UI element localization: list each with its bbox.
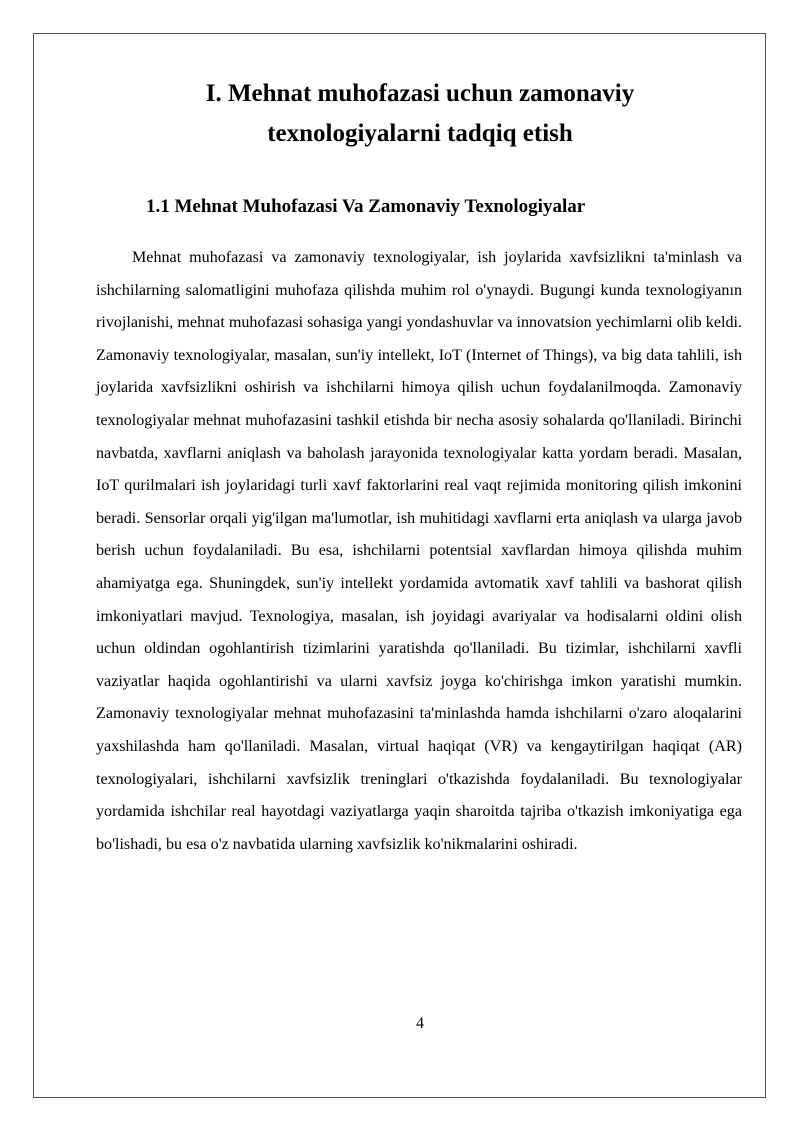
- page-number: 4: [416, 1015, 424, 1032]
- section-heading: 1.1 Mehnat Muhofazasi Va Zamonaviy Texnologiyalar: [146, 196, 586, 217]
- chapter-title-line-2: texnologiyalarni tadqiq etish: [267, 120, 573, 147]
- body-paragraph: Mehnat muhofazasi va zamonaviy texnologiyalar, ish joylarida xavfsizlikni ta'minlash va ishchilarning salomatligini muhofaza qilishda muhim rol o'ynaydi. Bugungi kunda texnologiyanın rivojlanishi, mehnat muhofazasi sohasiga yangi yondashuvlar va innovatsion yechimlarni olib keldi. Zamonaviy texnologiyalar, masalan, sun'iy intellekt, IoT (Internet of Things), va big data tahlili, ish joylarida xavfsizlikni oshirish va ishchilarni himoya qilish uchun foydalanilmoqda. Zamonaviy texnologiyalar mehnat muhofazasini tashkil etishda bir necha asosiy sohalarda qo'llaniladi. Birinchi navbatda, xavflarni aniqlash va baholash jarayonida texnologiyalar katta yordam beradi. Masalan, IoT qurilmalari ish joylaridagi turli xavf faktorlarini real vaqt rejimida monitoring qilish imkonini beradi. Sensorlar orqali yig'ilgan ma'lumotlar, ish muhitidagi xavflarni erta aniqlash va ularga javob berish uchun foydalaniladi. Bu esa, ishchilarni potentsial xavflardan himoya qilishda muhim ahamiyatga ega. Shuningdek, sun'iy intellekt yordamida avtomatik xavf tahlili va bashorat qilish imkoniyatlari mavjud. Texnologiya, masalan, ish joyidagi avariyalar va hodisalarni oldini olish uchun oldindan ogohlantirish tizimlarini yaratishda qo'llaniladi. Bu tizimlar, ishchilarni xavfli vaziyatlar haqida ogohlantirishi va ularni xavfsiz joyga ko'chirishga imkon yaratishi mumkin. Zamonaviy texnologiyalar mehnat muhofazasini ta'minlashda hamda ishchilarni o'zaro aloqalarini yaxshilashda ham qo'llaniladi. Masalan, virtual haqiqat (VR) va kengaytirilgan haqiqat (AR) texnologiyalari, ishchilarni xavfsizlik treninglari o'tkazishda foydalaniladi. Bu texnologiyalar yordamida ishchilar real hayotdagi vaziyatlarga yaqin sharoitda tajriba o'tkazish imkoniyatiga ega bo'lishadi, bu esa o'z navbatida ularning xavfsizlik ko'nikmalarini oshiradi.: [96, 249, 742, 853]
- chapter-title-line-1: I. Mehnat muhofazasi uchun zamonaviy: [205, 80, 635, 107]
- chapter-title: [60, 74, 780, 154]
